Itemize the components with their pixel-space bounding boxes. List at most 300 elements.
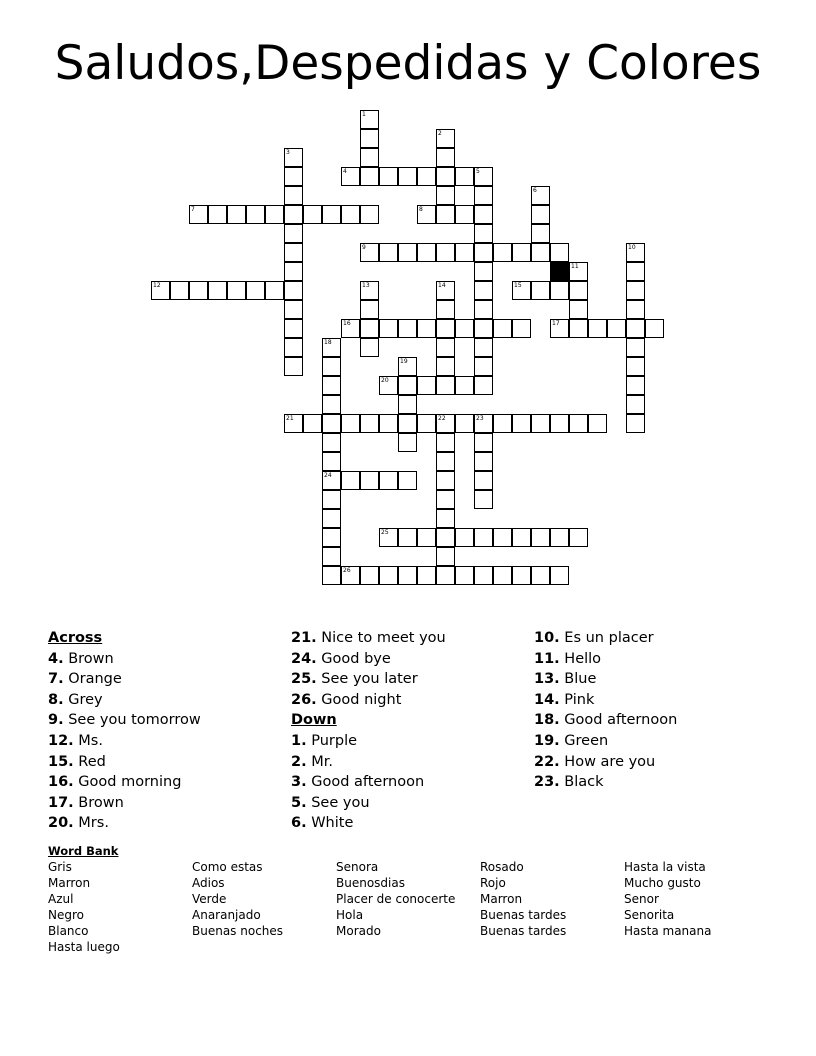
clue-number: 11 [571,263,579,270]
clues-column-1 [48,628,201,834]
across-clue [48,813,201,834]
crossword-cell[interactable] [455,376,474,395]
crossword-cell[interactable] [417,243,436,262]
clue-number: 20. [48,815,74,832]
crossword-cell[interactable] [436,148,455,167]
crossword-cell[interactable] [645,319,664,338]
crossword-cell[interactable] [379,167,398,186]
across-clue [48,710,201,731]
clue-number: 23 [476,415,484,422]
word-bank-item: Azul [48,892,74,907]
crossword-cell[interactable] [284,357,303,376]
crossword-cell[interactable] [417,376,436,395]
crossword-cell[interactable] [341,319,360,338]
clue-text: Hello [559,650,602,667]
crossword-cell[interactable] [607,319,626,338]
down-clue [534,649,677,670]
crossword-cell[interactable] [360,205,379,224]
crossword-cell[interactable] [436,205,455,224]
crossword-cell[interactable] [436,376,455,395]
crossword-cell[interactable] [550,319,569,338]
crossword-cell[interactable] [246,281,265,300]
crossword-cell[interactable] [322,357,341,376]
word-bank-item: Hola [336,908,364,923]
crossword-cell[interactable] [531,528,550,547]
crossword-cell[interactable] [322,528,341,547]
crossword-cell[interactable] [417,319,436,338]
crossword-cell[interactable] [474,490,493,509]
word-bank-item: Como estas [192,860,263,874]
down-clue [291,731,446,752]
clue-number: 4 [343,168,347,175]
down-clue [534,772,677,793]
crossword-cell[interactable] [322,509,341,528]
crossword-cell[interactable] [322,205,341,224]
crossword-cell[interactable] [322,433,341,452]
clue-number: 8 [419,206,423,213]
clue-text: See you tomorrow [63,712,201,729]
crossword-cell[interactable] [322,338,341,357]
crossword-cell[interactable] [474,205,493,224]
clue-number: 17. [48,794,74,811]
clue-number: 5. [291,794,307,811]
crossword-cell[interactable] [436,243,455,262]
across-clue [48,669,201,690]
clue-number: 3. [291,774,307,791]
crossword-cell[interactable] [474,224,493,243]
crossword-cell[interactable] [284,300,303,319]
crossword-cell[interactable] [531,243,550,262]
down-clue [291,813,446,834]
crossword-cell[interactable] [360,471,379,490]
crossword-cell[interactable] [284,262,303,281]
across-clue [291,628,446,649]
crossword-cell[interactable] [474,281,493,300]
crossword-cell[interactable] [322,452,341,471]
clue-number: 1 [362,111,366,118]
crossword-cell[interactable] [436,338,455,357]
clue-text: Good afternoon [306,774,425,791]
crossword-cell[interactable] [360,338,379,357]
crossword-cell[interactable] [455,414,474,433]
down-clue [534,628,677,649]
crossword-cell[interactable] [531,414,550,433]
word-bank-column [48,859,120,956]
crossword-cell[interactable] [474,414,493,433]
crossword-cell[interactable] [398,566,417,585]
crossword-cell[interactable] [512,566,531,585]
crossword-cell[interactable] [512,243,531,262]
crossword-cell[interactable] [455,566,474,585]
across-clue [48,649,201,670]
crossword-cell[interactable] [550,566,569,585]
crossword-cell[interactable] [436,300,455,319]
crossword-cell[interactable] [398,167,417,186]
crossword-cell[interactable] [436,414,455,433]
crossword-cell[interactable] [417,167,436,186]
word-bank-item: Gris [48,860,72,874]
black-cell [550,262,569,281]
crossword-cell[interactable] [322,414,341,433]
clue-number: 16 [343,320,351,327]
crossword-cell[interactable] [360,148,379,167]
down-clue [534,752,677,773]
crossword-cell[interactable] [398,319,417,338]
crossword-cell[interactable] [512,414,531,433]
clue-number: 3 [286,149,290,156]
page-title: Saludos,Despedidas y Colores [54,36,762,91]
clue-text: White [306,815,354,832]
crossword-cell[interactable] [379,243,398,262]
clue-number: 12 [153,282,161,289]
crossword-cell[interactable] [436,186,455,205]
crossword-cell[interactable] [398,376,417,395]
crossword-cell[interactable] [436,357,455,376]
crossword-cell[interactable] [436,566,455,585]
word-bank-item: Senor [624,892,659,907]
crossword-cell[interactable] [531,205,550,224]
clue-text: Red [73,753,106,770]
clue-number: 4. [48,650,64,667]
clues-column-3 [534,628,677,793]
crossword-cell[interactable] [626,300,645,319]
crossword-cell[interactable] [379,319,398,338]
down-clue [534,669,677,690]
crossword-cell[interactable] [360,129,379,148]
crossword-cell[interactable] [569,262,588,281]
clue-text: Orange [63,671,122,688]
crossword-cell[interactable] [208,205,227,224]
crossword-cell[interactable] [588,414,607,433]
crossword-cell[interactable] [626,319,645,338]
crossword-cell[interactable] [569,319,588,338]
crossword-cell[interactable] [398,433,417,452]
clue-number: 17 [552,320,560,327]
crossword-cell[interactable] [626,338,645,357]
crossword-cell[interactable] [436,547,455,566]
crossword-cell[interactable] [417,528,436,547]
crossword-cell[interactable] [569,528,588,547]
clue-number: 14 [438,282,446,289]
crossword-cell[interactable] [512,528,531,547]
word-bank-column [480,859,566,939]
crossword-cell[interactable] [284,167,303,186]
clue-text: See you later [316,671,418,688]
crossword-cell[interactable] [626,414,645,433]
clue-number: 10 [628,244,636,251]
clue-text: Purple [306,732,358,749]
crossword-cell[interactable] [265,281,284,300]
across-clue [291,669,446,690]
crossword-cell[interactable] [341,205,360,224]
crossword-cell[interactable] [398,243,417,262]
crossword-cell[interactable] [227,205,246,224]
crossword-cell[interactable] [455,528,474,547]
crossword-cell[interactable] [398,471,417,490]
clue-number: 12. [48,732,74,749]
crossword-cell[interactable] [588,319,607,338]
crossword-cell[interactable] [398,528,417,547]
clue-number: 20 [381,377,389,384]
crossword-cell[interactable] [208,281,227,300]
crossword-cell[interactable] [569,281,588,300]
down-clue [291,793,446,814]
clue-number: 7. [48,671,64,688]
clue-number: 22 [438,415,446,422]
crossword-cell[interactable] [531,224,550,243]
crossword-cell[interactable] [417,414,436,433]
clue-text: See you [306,794,370,811]
word-bank-item: Buenas noches [192,924,284,939]
down-clue [534,731,677,752]
crossword-cell[interactable] [284,338,303,357]
word-bank-column [624,859,711,939]
crossword-cell[interactable] [360,300,379,319]
crossword-cell[interactable] [493,414,512,433]
crossword-cell[interactable] [246,205,265,224]
word-bank-item: Buenosdias [336,876,405,891]
crossword-cell[interactable] [360,566,379,585]
clue-number: 5 [476,168,480,175]
down-clue [291,772,446,793]
clue-text: Grey [63,691,103,708]
crossword-cell[interactable] [284,148,303,167]
down-heading: Down [291,712,337,729]
clue-number: 2 [438,130,442,137]
crossword-cell[interactable] [189,281,208,300]
crossword-cell[interactable] [626,357,645,376]
crossword-cell[interactable] [550,414,569,433]
clue-number: 15. [48,753,74,770]
word-bank-item: Verde [192,892,227,907]
crossword-cell[interactable] [512,319,531,338]
clue-text: Brown [73,794,124,811]
crossword-cell[interactable] [436,452,455,471]
crossword-cell[interactable] [455,167,474,186]
crossword-cell[interactable] [626,243,645,262]
crossword-cell[interactable] [436,509,455,528]
crossword-cell[interactable] [474,262,493,281]
crossword-cell[interactable] [360,281,379,300]
crossword-cell[interactable] [322,566,341,585]
clue-text: Good morning [73,774,182,791]
clue-text: Mrs. [73,815,109,832]
crossword-cell[interactable] [379,528,398,547]
clue-text: Green [559,732,609,749]
crossword-cell[interactable] [322,376,341,395]
crossword-cell[interactable] [398,357,417,376]
crossword-cell[interactable] [436,319,455,338]
crossword-cell[interactable] [265,205,284,224]
crossword-cell[interactable] [550,528,569,547]
crossword-cell[interactable] [151,281,170,300]
crossword-cell[interactable] [550,281,569,300]
clue-number: 6. [291,815,307,832]
clue-number: 9 [362,244,366,251]
clue-number: 18. [534,712,560,729]
word-bank-item: Senorita [624,908,675,923]
crossword-cell[interactable] [284,186,303,205]
crossword-cell[interactable] [626,281,645,300]
crossword-cell[interactable] [474,300,493,319]
crossword-cell[interactable] [436,281,455,300]
crossword-cell[interactable] [379,471,398,490]
crossword-cell[interactable] [474,167,493,186]
crossword-cell[interactable] [341,167,360,186]
crossword-cell[interactable] [436,528,455,547]
crossword-cell[interactable] [512,281,531,300]
crossword-cell[interactable] [493,243,512,262]
down-clue [534,710,677,731]
clue-text: Es un placer [559,630,654,646]
crossword-cell[interactable] [379,376,398,395]
word-bank-item: Negro [48,908,84,923]
word-bank-column [192,859,283,939]
crossword-cell[interactable] [436,129,455,148]
crossword-cell[interactable] [626,262,645,281]
crossword-cell[interactable] [379,566,398,585]
clue-number: 13. [534,671,560,688]
clue-number: 14. [534,691,560,708]
crossword-cell[interactable] [531,281,550,300]
crossword-cell[interactable] [341,471,360,490]
clue-number: 25 [381,529,389,536]
clue-number: 18 [324,339,332,346]
crossword-cell[interactable] [474,243,493,262]
crossword-cell[interactable] [284,205,303,224]
clue-number: 11. [534,650,560,667]
crossword-cell[interactable] [284,243,303,262]
crossword-cell[interactable] [360,110,379,129]
crossword-cell[interactable] [360,414,379,433]
clue-number: 24. [291,650,317,667]
clue-text: Good night [316,691,402,708]
crossword-cell[interactable] [417,205,436,224]
crossword-cell[interactable] [436,167,455,186]
crossword-cell[interactable] [360,243,379,262]
crossword-cell[interactable] [303,205,322,224]
crossword-cell[interactable] [493,528,512,547]
clue-number: 10. [534,630,560,646]
clues-column-2 [291,628,446,834]
clue-text: Black [559,774,604,791]
clue-number: 26 [343,567,351,574]
crossword-cell[interactable] [455,319,474,338]
crossword-cell[interactable] [284,224,303,243]
crossword-cell[interactable] [284,281,303,300]
crossword-cell[interactable] [170,281,189,300]
word-bank-item: Mucho gusto [624,876,701,891]
clue-number: 26. [291,691,317,708]
crossword-cell[interactable] [398,395,417,414]
crossword-cell[interactable] [341,566,360,585]
crossword-cell[interactable] [436,433,455,452]
clue-number: 9. [48,712,64,729]
crossword-cell[interactable] [284,414,303,433]
crossword-cell[interactable] [569,300,588,319]
across-clue [48,731,201,752]
crossword-cell[interactable] [474,566,493,585]
crossword-cell[interactable] [531,566,550,585]
crossword-cell[interactable] [531,186,550,205]
crossword-cell[interactable] [322,471,341,490]
clue-number: 16. [48,774,74,791]
crossword-cell[interactable] [189,205,208,224]
clue-text: Mr. [306,753,333,770]
crossword-cell[interactable] [493,566,512,585]
crossword-cell[interactable] [417,566,436,585]
word-bank-item: Anaranjado [192,908,261,923]
clue-text: Brown [63,650,114,667]
crossword-cell[interactable] [474,319,493,338]
crossword-cell[interactable] [303,414,322,433]
crossword-cell[interactable] [398,414,417,433]
clue-number: 19. [534,732,560,749]
clue-text: How are you [559,753,656,770]
crossword-cell[interactable] [474,376,493,395]
clue-number: 8. [48,691,64,708]
clue-number: 25. [291,671,317,688]
crossword-cell[interactable] [436,490,455,509]
clue-number: 15 [514,282,522,289]
word-bank-item: Rojo [480,876,506,891]
crossword-cell[interactable] [474,186,493,205]
crossword-cell[interactable] [474,433,493,452]
crossword-cell[interactable] [322,547,341,566]
crossword-cell[interactable] [322,490,341,509]
down-clue [534,690,677,711]
crossword-cell[interactable] [341,414,360,433]
crossword-cell[interactable] [379,414,398,433]
crossword-cell[interactable] [322,395,341,414]
crossword-cell[interactable] [569,414,588,433]
word-bank-item: Hasta luego [48,940,120,955]
crossword-cell[interactable] [284,319,303,338]
crossword-cell[interactable] [474,452,493,471]
crossword-cell[interactable] [626,376,645,395]
crossword-cell[interactable] [227,281,246,300]
crossword-cell[interactable] [436,471,455,490]
word-bank-item: Senora [336,860,379,874]
clue-number: 21 [286,415,294,422]
clue-number: 13 [362,282,370,289]
down-clue [291,752,446,773]
word-bank-item: Buenas tardes [480,924,567,939]
crossword-cell[interactable] [626,395,645,414]
crossword-cell[interactable] [455,205,474,224]
crossword-cell[interactable] [474,357,493,376]
clue-text: Good afternoon [559,712,678,729]
across-clue [291,690,446,711]
crossword-cell[interactable] [550,243,569,262]
clue-number: 6 [533,187,537,194]
word-bank-item: Rosado [480,860,524,874]
clue-number: 19 [400,358,408,365]
word-bank-column [336,859,455,939]
clue-number: 22. [534,753,560,770]
crossword-cell[interactable] [474,471,493,490]
word-bank-item: Marron [48,876,91,891]
crossword-cell[interactable] [493,319,512,338]
word-bank-item: Blanco [48,924,89,939]
clue-number: 2. [291,753,307,770]
crossword-cell[interactable] [360,167,379,186]
crossword-cell[interactable] [360,319,379,338]
clue-text: Pink [559,691,595,708]
crossword-cell[interactable] [474,528,493,547]
crossword-cell[interactable] [474,338,493,357]
crossword-cell[interactable] [455,243,474,262]
